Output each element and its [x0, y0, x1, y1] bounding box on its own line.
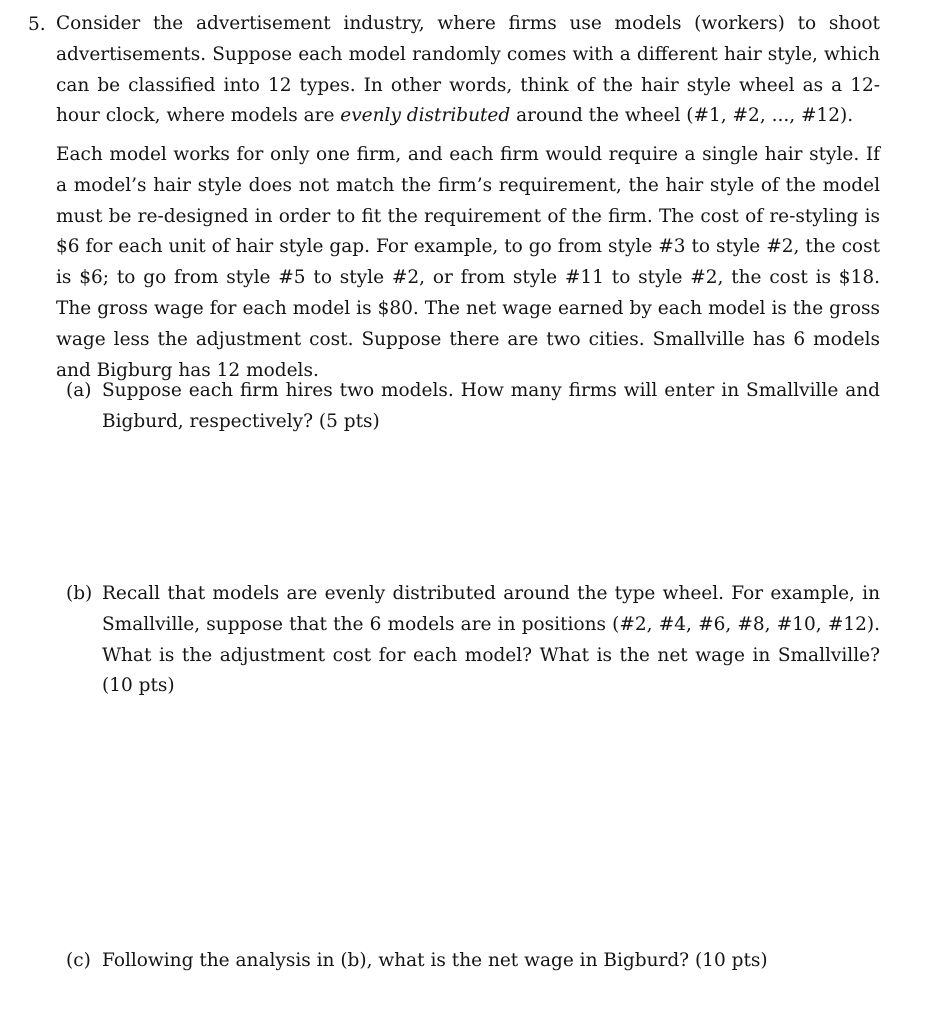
problem-details: Each model works for only one firm, and each firm would require a single hair style. If a model’s hair style does not match the firm’s requirement, the hair style of the model must be re-designed in order to fit the requirement of the firm. The cost of re-styling is $6 for each unit of hair style gap. For example, to go from style #3 to style #2, the cost is $6; to go from style #5 to style #2, or from style #11 to style #2, the cost is $18. The gross wage for each model is $80. The net wage earned by each model is the gross wage less the adjustment cost. Suppose there are two cities. Smallville has 6 models and Bigburg has 12 models. [56, 144, 880, 381]
part-a-label: (a) [66, 380, 92, 401]
intro-emphasis: evenly distributed [340, 105, 511, 127]
part-c-text: Following the analysis in (b), what is the net wage in Bigburd? (10 pts) [102, 950, 768, 971]
part-a-text: Suppose each firm hires two models. How many firms will enter in Smallville and Bigburd, respectively? (5 pts) [102, 380, 880, 432]
intro-text-start: Consider the advertisement industry, where firms use models (workers) to shoot advertisements. Suppose each model randomly comes with a different hair style, which can be classified into 12 types. In other words, think of the hair style wheel as a 12-hour clock, where models are [56, 13, 880, 127]
problem-number: 5. [28, 14, 46, 35]
problem-intro [56, 9, 880, 132]
intro-text-end: around the wheel (#1, #2, ..., #12). [510, 105, 854, 127]
part-c-label: (c) [66, 950, 91, 971]
part-b-label: (b) [66, 583, 93, 604]
part-b-text: Recall that models are evenly distributed around the type wheel. For example, in Smallville, suppose that the 6 models are in positions (#2, #4, #6, #8, #10, #12). What is the adjustment cost for each model? What is the net wage in Smallville? (10 pts) [102, 583, 880, 697]
